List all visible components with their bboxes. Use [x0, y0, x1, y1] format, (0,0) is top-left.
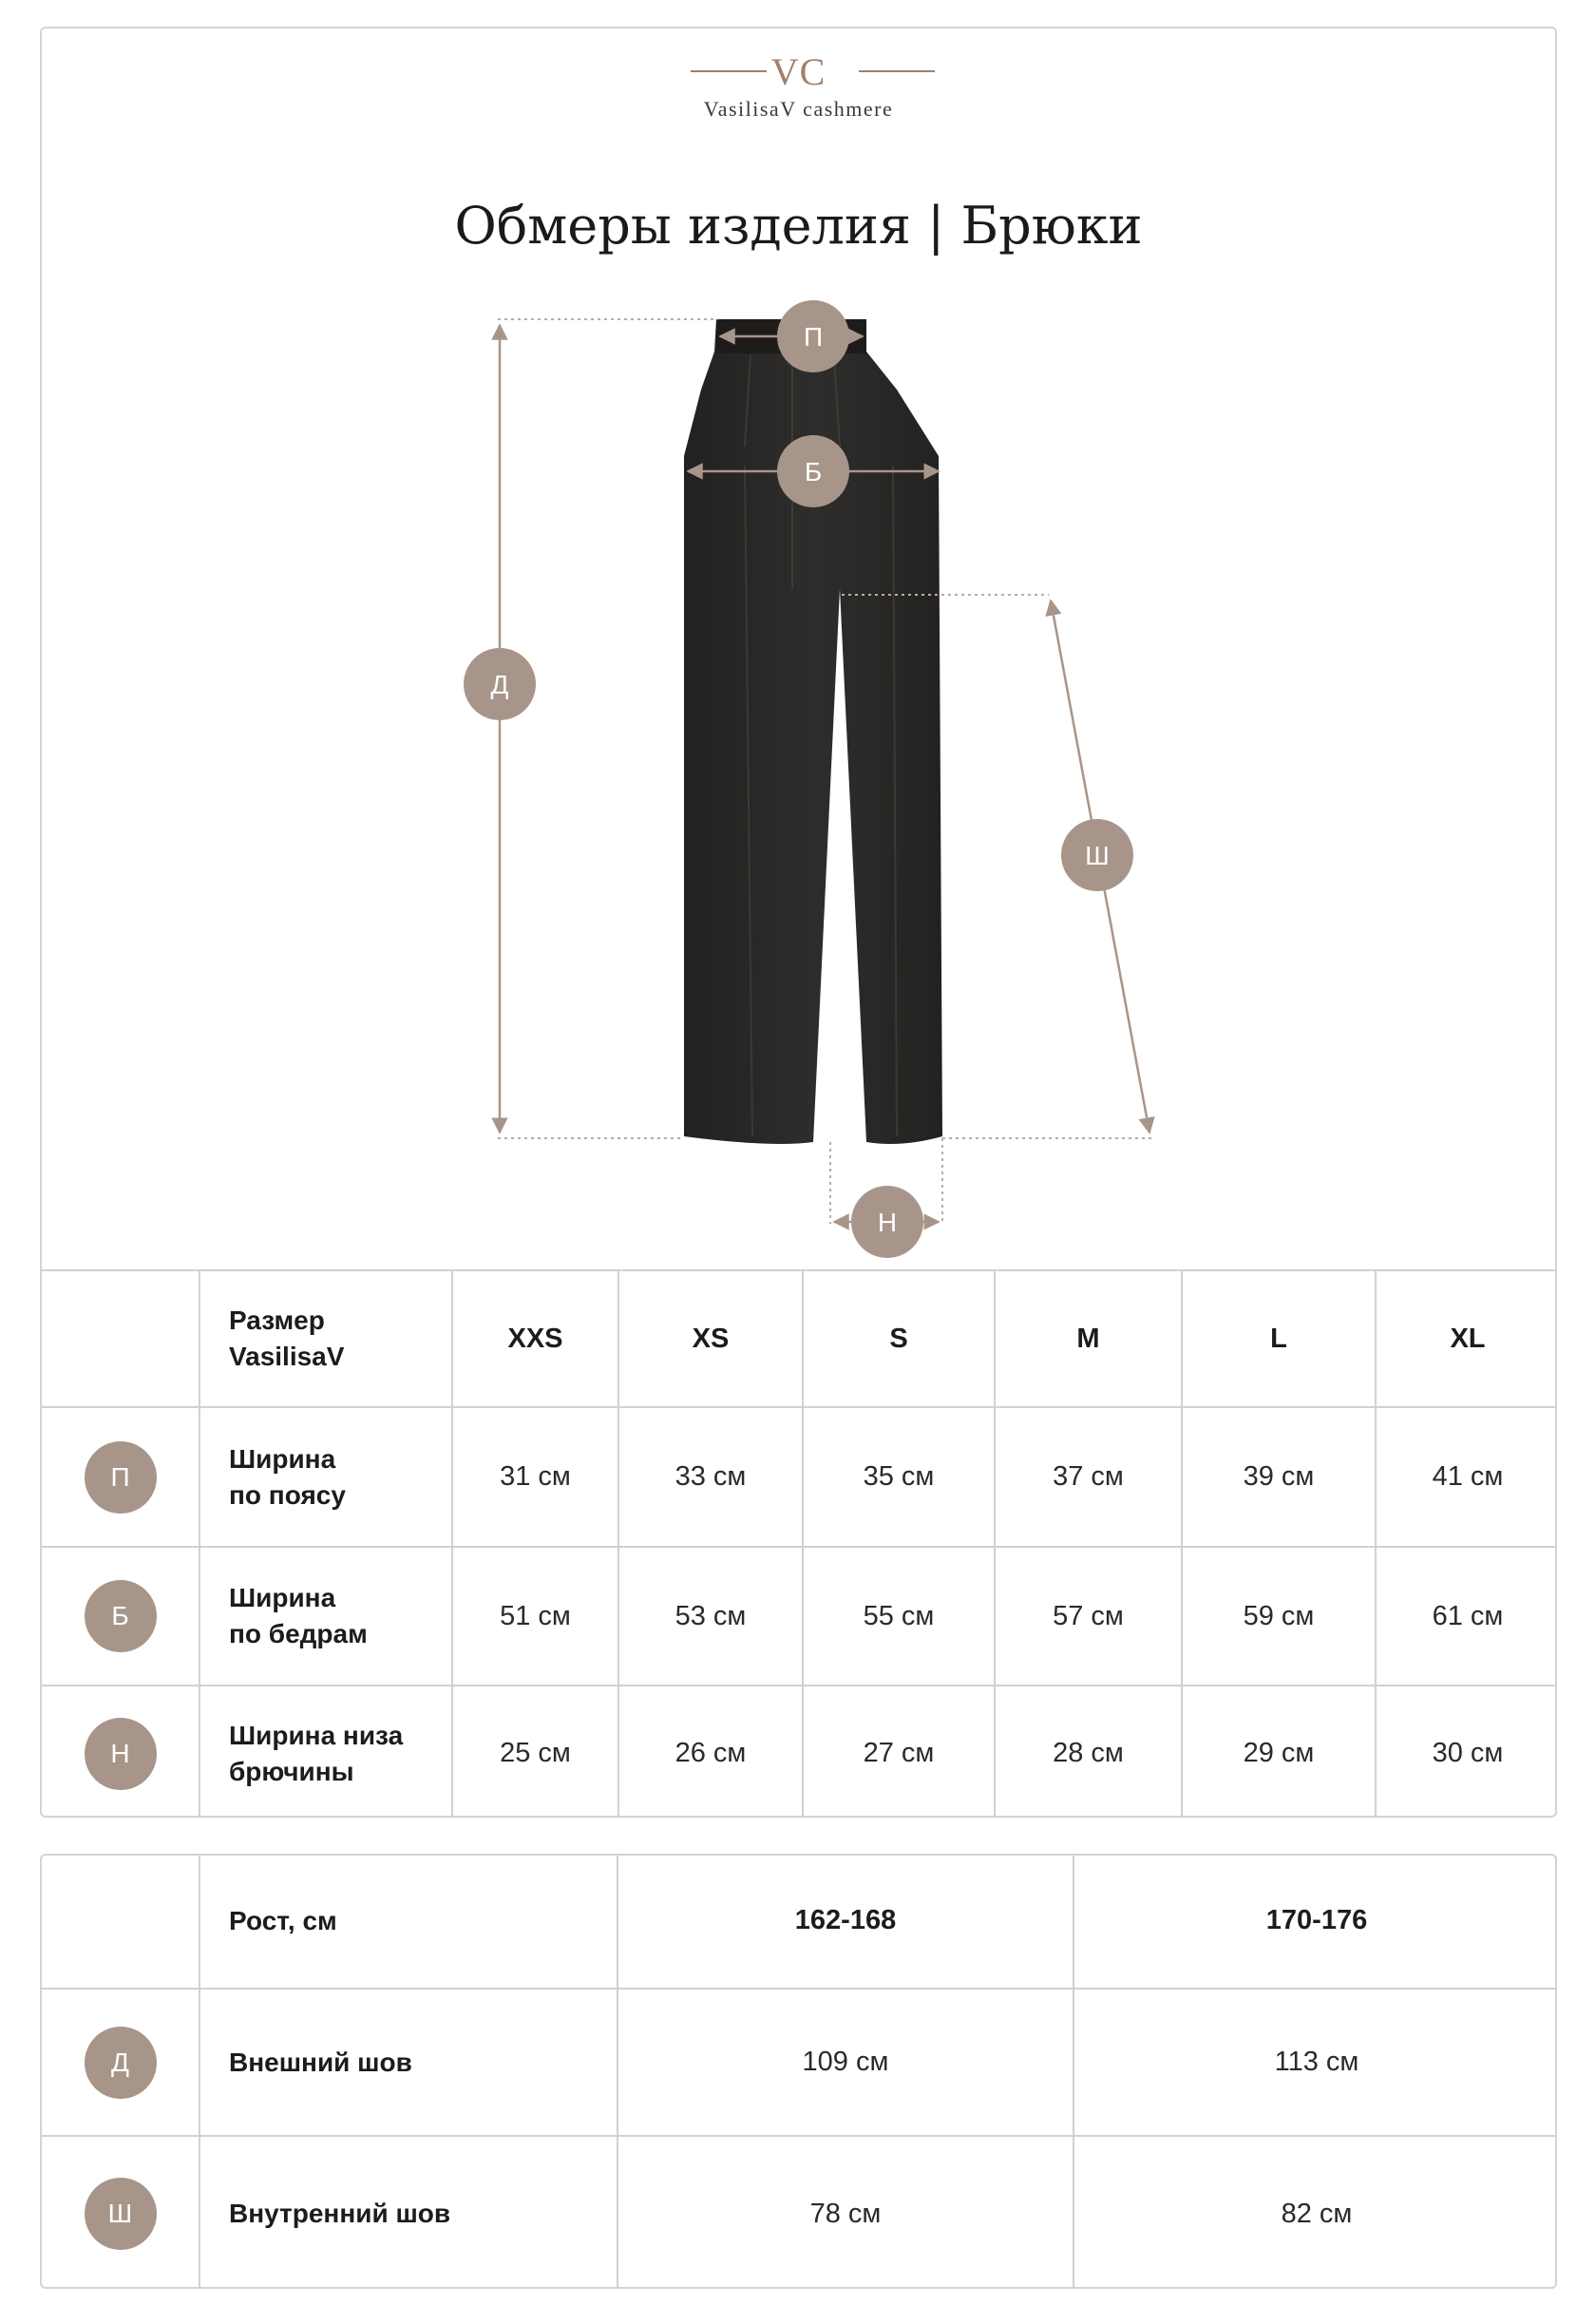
marker-inseam-label: Ш [1085, 841, 1110, 870]
marker-hips [777, 435, 849, 507]
brand-name: VasilisaV cashmere [703, 97, 894, 121]
marker-inseam [1061, 819, 1133, 891]
table-row [42, 1547, 1557, 1686]
row-label: Ширина по бедрам [200, 1547, 452, 1686]
marker-hips-label: Б [804, 457, 823, 486]
brand-mark: VC [770, 50, 826, 93]
value-cell: 27 см [803, 1686, 995, 1818]
waist-badge: П [85, 1441, 157, 1514]
inseam-badge: Ш [85, 2178, 157, 2250]
value-cell: 33 см [618, 1407, 803, 1547]
value-cell: 35 см [803, 1407, 995, 1547]
value-cell: 30 см [1376, 1686, 1557, 1818]
badge-cell [42, 1989, 200, 2136]
table-row [42, 1407, 1557, 1547]
value-cell: 28 см [995, 1686, 1182, 1818]
value-cell: 55 см [803, 1547, 995, 1686]
marker-waist [777, 300, 849, 372]
size-header-row [42, 1270, 1557, 1407]
row-label: Внешний шов [200, 1989, 618, 2136]
height-header-label: Рост, см [200, 1854, 618, 1989]
marker-length-label: Д [490, 670, 509, 699]
height-card [40, 1854, 1557, 2289]
size-header-label: Размер VasilisaV [200, 1270, 452, 1407]
value-cell: 25 см [452, 1686, 618, 1818]
table-row [42, 2136, 1557, 2289]
length-badge: Д [85, 2027, 157, 2099]
size-table [42, 1269, 1557, 1818]
value-cell: 31 см [452, 1407, 618, 1547]
size-xxs: XXS [452, 1270, 618, 1407]
marker-hem [851, 1186, 923, 1258]
row-label: Ширина низа брючины [200, 1686, 452, 1818]
height-range-1: 162-168 [618, 1854, 1074, 1989]
marker-hem-label: Н [877, 1208, 898, 1237]
table-row [42, 1989, 1557, 2136]
marker-length [464, 648, 536, 720]
value-cell: 39 см [1182, 1407, 1376, 1547]
badge-cell [42, 1407, 200, 1547]
badge-cell [42, 2136, 200, 2289]
hips-badge: Б [85, 1580, 157, 1652]
value-cell: 29 см [1182, 1686, 1376, 1818]
value-cell: 41 см [1376, 1407, 1557, 1547]
value-cell: 26 см [618, 1686, 803, 1818]
badge-cell [42, 1547, 200, 1686]
measurements-card [40, 27, 1557, 1818]
hem-badge: Н [85, 1718, 157, 1790]
page-title: Обмеры изделия | Брюки [454, 196, 1143, 256]
height-range-2: 170-176 [1074, 1854, 1557, 1989]
value-cell: 113 см [1074, 1989, 1557, 2136]
size-s: S [803, 1270, 995, 1407]
value-cell: 59 см [1182, 1547, 1376, 1686]
size-xl: XL [1376, 1270, 1557, 1407]
value-cell: 109 см [618, 1989, 1074, 2136]
size-m: M [995, 1270, 1182, 1407]
marker-waist-label: П [803, 322, 824, 352]
row-label: Ширина по поясу [200, 1407, 452, 1547]
header-empty-cell [42, 1270, 200, 1407]
value-cell: 82 см [1074, 2136, 1557, 2289]
size-xs: XS [618, 1270, 803, 1407]
value-cell: 37 см [995, 1407, 1182, 1547]
badge-cell [42, 1686, 200, 1818]
row-label: Внутренний шов [200, 2136, 618, 2289]
value-cell: 61 см [1376, 1547, 1557, 1686]
height-table [42, 1854, 1557, 2289]
header-empty-cell [42, 1854, 200, 1989]
height-header-row [42, 1854, 1557, 1989]
value-cell: 57 см [995, 1547, 1182, 1686]
value-cell: 78 см [618, 2136, 1074, 2289]
trousers-diagram [42, 29, 1557, 1269]
value-cell: 51 см [452, 1547, 618, 1686]
value-cell: 53 см [618, 1547, 803, 1686]
size-l: L [1182, 1270, 1376, 1407]
table-row [42, 1686, 1557, 1818]
